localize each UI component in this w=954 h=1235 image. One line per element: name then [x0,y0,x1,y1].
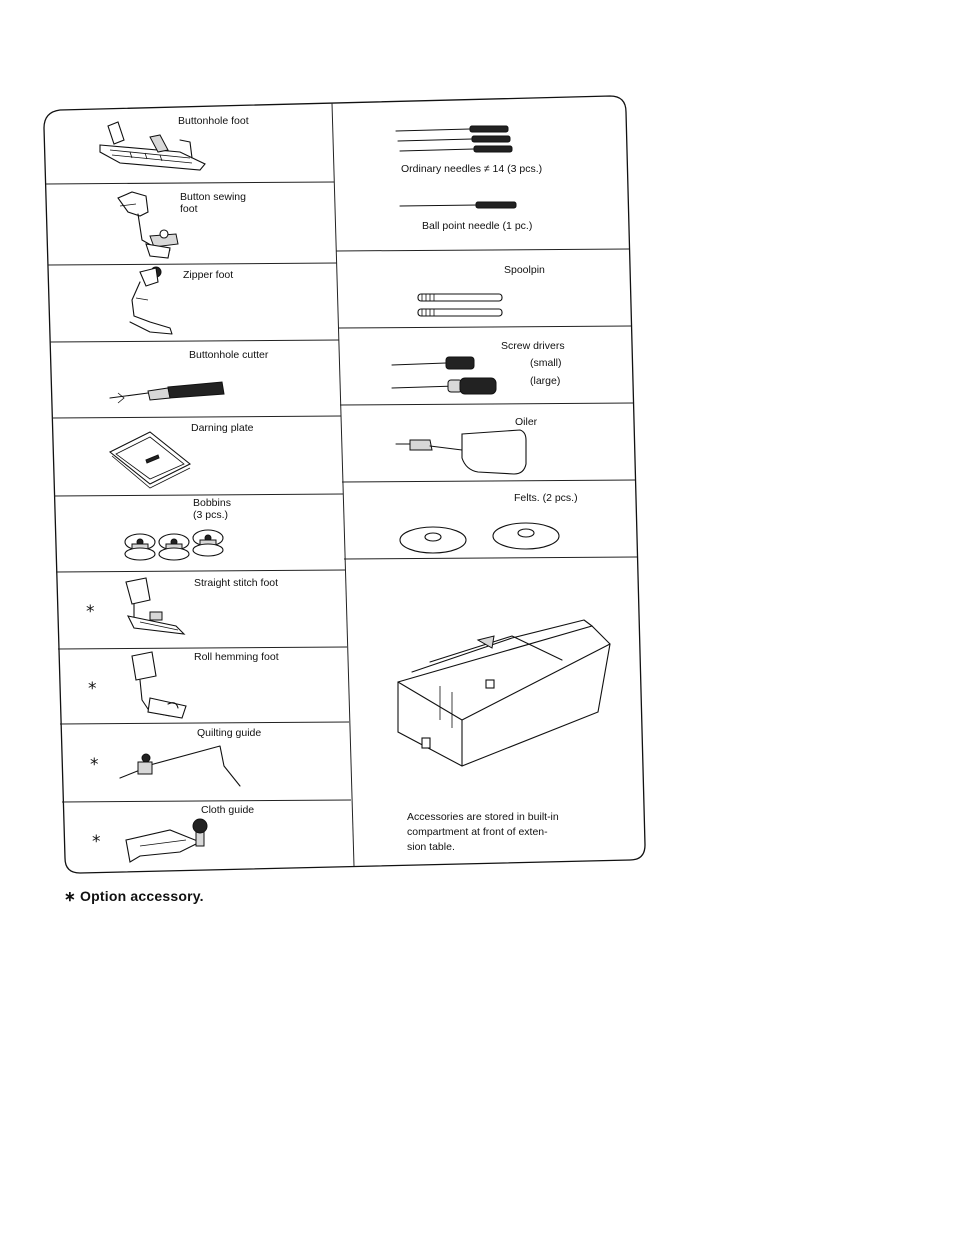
bobbins-label: Bobbins [193,497,231,509]
roll-hemming-foot-icon [132,652,186,718]
buttonhole-foot-icon [100,122,205,170]
cell-bobbins [125,497,231,560]
cell-spoolpin [418,264,545,316]
screwdriver-large-label: (large) [530,375,561,387]
buttonhole-foot-label: Buttonhole foot [178,115,249,127]
storage-text-line-3: sion table. [407,841,455,853]
cell-cloth-guide [92,804,254,862]
cloth-guide-label: Cloth guide [201,804,255,816]
button-sewing-foot-icon [118,192,178,258]
spoolpin-label: Spoolpin [504,264,545,276]
option-accessory-note: ∗ Option accessory. [64,888,204,904]
cell-buttonhole-foot [100,115,249,170]
storage-compartment-icon [398,620,610,766]
ballpoint-needle-label: Ball point needle (1 pc.) [422,220,533,232]
spoolpin-icon [418,294,502,316]
zipper-foot-label: Zipper foot [183,269,234,281]
cell-felts [400,492,578,553]
roll-hemming-foot-label: Roll hemming foot [194,651,279,663]
cell-buttonhole-cutter [110,349,269,403]
cell-quilting-guide [90,727,261,786]
buttonhole-cutter-icon [110,382,224,403]
cell-needles [396,126,542,232]
ordinary-needles-label: Ordinary needles ≠ 14 (3 pcs.) [401,163,543,175]
storage-text-line-2: compartment at front of exten- [407,826,548,838]
bobbins-label-2: (3 pcs.) [193,509,229,521]
button-sewing-foot-label: Button sewing [180,191,246,203]
straight-stitch-foot-label: Straight stitch foot [194,577,279,589]
cell-screw-drivers [392,340,565,394]
felts-label: Felts. (2 pcs.) [514,492,578,504]
quilting-guide-label: Quilting guide [197,727,262,739]
darning-plate-label: Darning plate [191,422,254,434]
oiler-icon [396,430,526,474]
felts-icon [400,523,559,553]
cloth-guide-asterisk: * [92,832,101,852]
ballpoint-needle-icon [400,202,516,208]
screwdriver-large-icon [392,378,496,394]
screwdriver-small-icon [392,357,474,369]
cell-roll-hemming-foot [88,651,279,718]
screw-drivers-label: Screw drivers [501,340,565,352]
bobbins-icon [125,530,223,560]
column-divider [332,103,354,866]
quilting-guide-icon [120,746,240,786]
oiler-label: Oiler [515,416,538,428]
storage-text-line-1: Accessories are stored in built-in [407,811,559,823]
quilting-guide-asterisk: * [90,755,99,775]
roll-hemming-asterisk: * [88,679,97,699]
buttonhole-cutter-label: Buttonhole cutter [189,349,269,361]
cell-zipper-foot [130,267,233,334]
screwdriver-small-label: (small) [530,357,562,369]
straight-stitch-foot-icon [126,578,184,634]
straight-stitch-asterisk: * [86,602,95,622]
cloth-guide-icon [126,819,207,862]
cell-button-sewing-foot [118,191,246,258]
cell-straight-stitch-foot [86,577,278,634]
cell-darning-plate [110,422,254,488]
button-sewing-foot-label-2: foot [180,203,198,215]
zipper-foot-icon [130,267,172,334]
darning-plate-icon [110,432,190,488]
needles-icon [396,126,512,152]
cell-oiler [396,416,538,474]
cell-storage [398,620,610,853]
